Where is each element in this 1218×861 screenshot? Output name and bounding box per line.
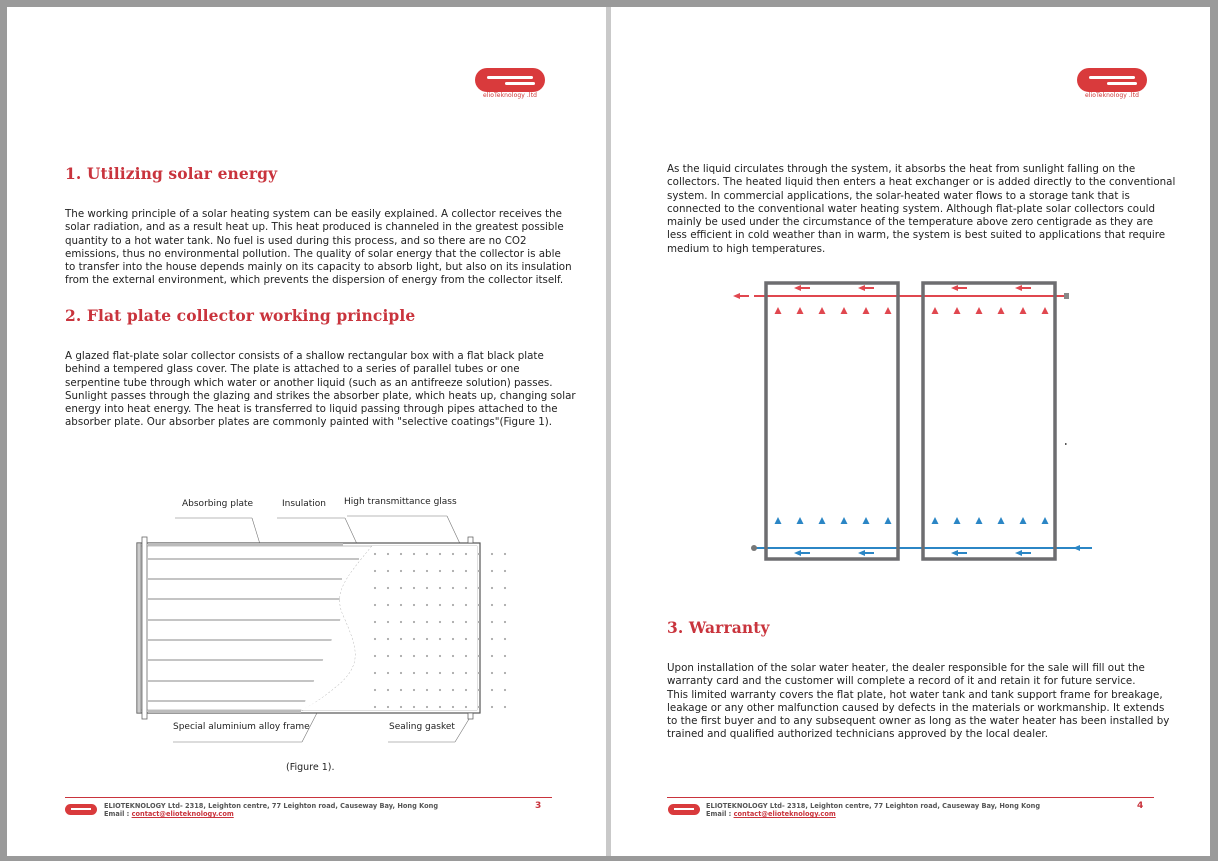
logo-e-icon — [65, 804, 97, 815]
text-line: serpentine tube through which water or another liquid (such as an antifreeze solution) passes. — [65, 376, 553, 389]
intro-body — [667, 163, 1175, 256]
label-insulation: Insulation — [282, 499, 327, 509]
email-label: Email : — [706, 810, 734, 818]
text-line: to the first buyer and to any subsequent owner as long as the water heater has been installed by — [667, 715, 1170, 728]
email-link[interactable]: contact@elioteknology.com — [733, 810, 836, 818]
address-text: ELIOTEKNOLOGY Ltd- 2318, Leighton centre, 77 Leighton road, Causeway Bay, Hong Kong — [104, 802, 439, 810]
brand-logo — [1077, 68, 1147, 102]
section-1-heading: 1. Utilizing solar energy — [65, 164, 278, 183]
footer-rule — [667, 797, 1154, 798]
text-line: from the external environment, which prevents the dispersion of energy from the collector itself. — [65, 274, 564, 287]
text-line: system. In commercial applications, the solar-heated water flows to a storage tank that is — [667, 189, 1130, 202]
text-line: connected to the conventional water heating system. Although flat-plate solar collectors could — [667, 202, 1156, 215]
label-absorbing-plate: Absorbing plate — [182, 499, 254, 509]
brand-logo — [475, 68, 545, 102]
label-gasket: Sealing gasket — [389, 722, 455, 732]
text-line: quantity to a hot water tank. No fuel is used during this process, and so there are no CO2 — [65, 234, 527, 247]
email-label: Email : — [104, 810, 132, 818]
footer-address — [104, 802, 438, 818]
logo-e-icon — [1077, 68, 1147, 92]
flow-diagram — [611, 267, 1210, 567]
text-line: collectors. The heated liquid then enters a heat exchanger or is added directly to the conventional — [667, 176, 1176, 189]
footer-rule — [65, 797, 552, 798]
section-3-heading: 3. Warranty — [667, 618, 770, 637]
label-frame: Special aluminium alloy frame — [173, 722, 310, 732]
text-line: Upon installation of the solar water heater, the dealer responsible for the sale will fill out the — [667, 662, 1145, 674]
text-line: mainly be used under the circumstance of the temperature above zero centigrade as they are — [667, 216, 1154, 229]
text-line: to transfer into the house depends mainly on its capacity to absorb light, but also on its insulation — [65, 261, 572, 274]
figure-caption: (Figure 1). — [286, 762, 335, 773]
text-line: energy into heat energy. The heat is transferred to liquid passing through pipes attached to the — [65, 403, 558, 416]
collector-drawing — [7, 497, 606, 797]
section-1-body — [65, 208, 572, 288]
text-line: warranty card and the customer will complete a record of it and retain it for future service. — [667, 675, 1136, 688]
section-2-body — [65, 350, 576, 430]
text-line: less efficient in cold weather than in warm, the system is best suited to applications that require — [667, 229, 1166, 242]
text-line: leakage or any other malfunction caused by defects in the materials or workmanship. It extends — [667, 701, 1165, 714]
logo-e-icon — [668, 804, 700, 815]
text-line: This limited warranty covers the flat plate, hot water tank and tank support frame for breakage, — [667, 688, 1163, 701]
text-line: behind a tempered glass cover. The plate is attached to a series of parallel tubes or one — [65, 363, 520, 376]
text-line: trained and qualified authorized technicians approved by the local dealer. — [667, 728, 1048, 741]
page-3 — [7, 7, 606, 856]
page-number: 4 — [1137, 801, 1144, 811]
text-line: The working principle of a solar heating system can be easily explained. A collector receives the — [65, 208, 563, 220]
section-2-heading: 2. Flat plate collector working principle — [65, 306, 416, 325]
footer-logo — [65, 804, 97, 820]
text-line: absorber plate. Our absorber plates are commonly painted with "selective coatings"(Figure 1). — [65, 416, 553, 429]
address-text: ELIOTEKNOLOGY Ltd- 2318, Leighton centre, 77 Leighton road, Causeway Bay, Hong Kong — [706, 802, 1041, 810]
text-line: Sunlight passes through the glazing and strikes the absorber plate, which heats up, changing solar — [65, 389, 576, 402]
text-line: solar radiation, and as a result heat up. This heat produced is channeled in the greatest possible — [65, 221, 564, 234]
footer-address — [706, 802, 1040, 818]
text-line: A glazed flat-plate solar collector consists of a shallow rectangular box with a flat black plate — [65, 350, 544, 362]
logo-e-icon — [475, 68, 545, 92]
section-3-body — [667, 662, 1169, 742]
email-link[interactable]: contact@elioteknology.com — [131, 810, 234, 818]
text-line: emissions, thus no environmental pollution. The quality of solar energy that the collector is able — [65, 247, 561, 260]
footer-logo — [668, 804, 700, 820]
text-line: As the liquid circulates through the system, it absorbs the heat from sunlight falling on the — [667, 163, 1136, 175]
logo-tagline: elioTeknology .ltd — [1084, 92, 1140, 99]
logo-tagline: elioTeknology .ltd — [482, 92, 538, 99]
label-glass: High transmittance glass — [344, 497, 457, 507]
page-number: 3 — [535, 801, 542, 811]
text-line: medium to high temperatures. — [667, 242, 826, 255]
page-4 — [611, 7, 1210, 856]
